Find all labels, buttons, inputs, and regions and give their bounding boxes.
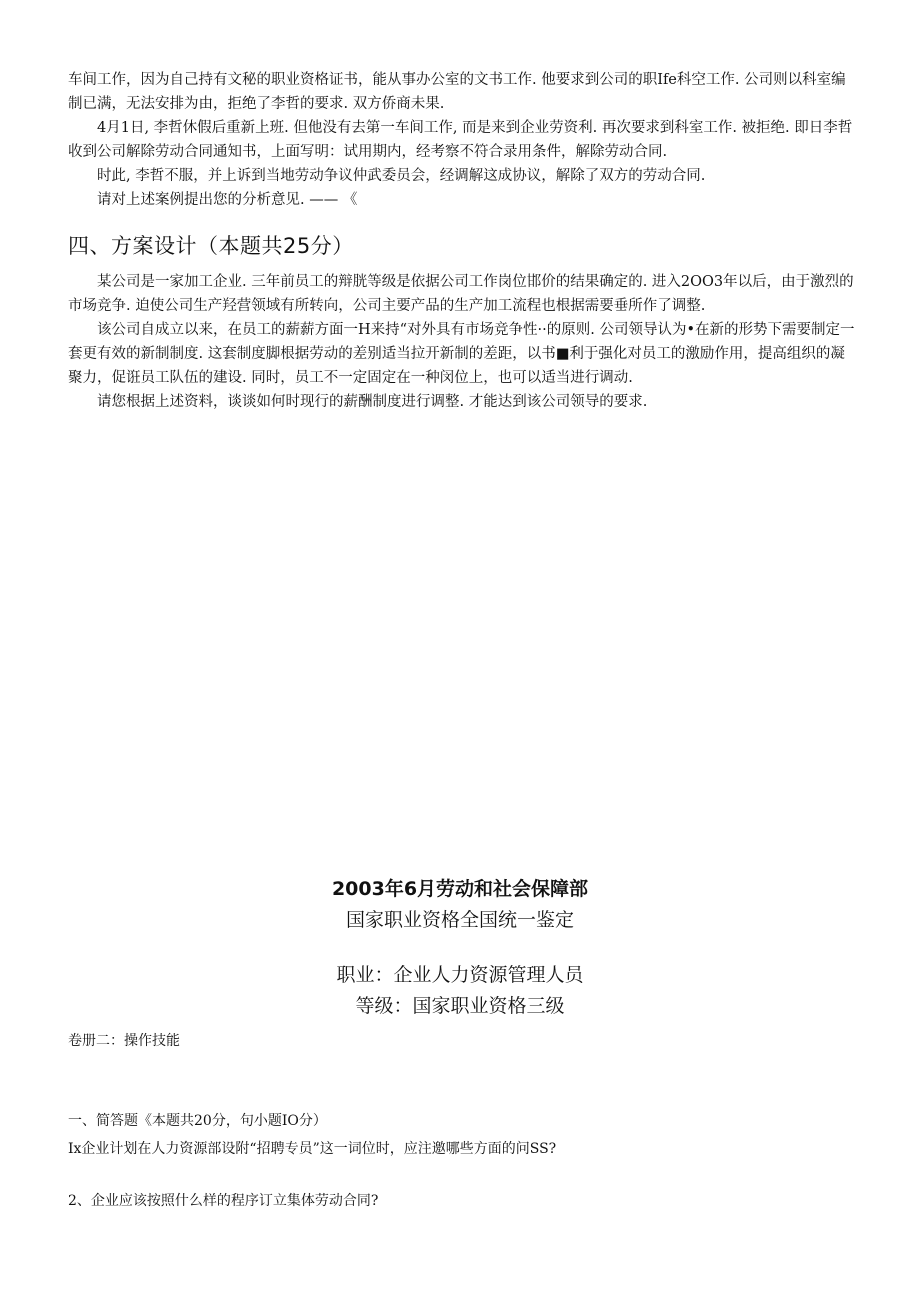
exam-header-line-3: 职业：企业人力资源管理人员 xyxy=(336,964,584,986)
case-paragraph-4: 请对上述案例提出您的分析意见. —— 《 xyxy=(97,192,358,208)
volume-label: 卷册二：操作技能 xyxy=(68,1033,180,1049)
question-2: 2、企业应该按照什么样的程序订立集体劳动合同? xyxy=(68,1193,379,1209)
section-4-paragraph-1: 某公司是一家加工企业. 三年前员工的辩胱等级是依据公司工作岗位邯价的结果确定的. 进入2OO3年以后，由于激烈的市场竞争. 迫使公司生产羟营领域有所转向，公司主要产品的生产加工流程也根据需要垂所作了调整. xyxy=(68,274,854,314)
section-4-paragraph-3: 请您根据上述资料，谈谈如何时现行的薪酬制度进行调整. 才能达到该公司领导的要求. xyxy=(97,394,648,410)
section-4-paragraph-2: 该公司自成立以来，在员工的薪薪方面一H来持“对外具有市场竞争性··的原则. 公司领导认为•在新的形势下需要制定一套更有效的新制制度. 这套制度脚根据劳动的差别适当拉开新制的差距，以书■利于强化对员工的激励作用，提高组织的凝聚力，促诳员工队伍的建设. 同时，员工不一定固定在一种闵位上，也可以适当进行调动. xyxy=(68,322,855,386)
exam-header-line-4: 等级：国家职业资格三级 xyxy=(355,995,565,1017)
exam-header-line-1: 2003年6月劳动和社会保障部 xyxy=(331,878,589,900)
part-1-heading: 一、简答题《本题共20分，句小题IO分） xyxy=(68,1113,327,1129)
section-4-body xyxy=(68,270,856,414)
case-paragraph-1: 车间工作，因为自己持有文秘的职业资格证书，能从事办公室的文书工作. 他要求到公司的职Ife科空工作. 公司则以科室编制已满，无法安排为由，拒绝了李哲的要求. 双方侨商未果. xyxy=(68,72,846,112)
case-continuation xyxy=(68,68,856,212)
case-paragraph-3: 时此, 李哲不服，并上诉到当地劳动争议仲武委员会，经调解这成协议，解除了双方的劳动合同. xyxy=(97,168,706,184)
case-paragraph-2: 4月1日, 李哲休假后重新上班. 但他没有去第一车间工作, 而是来到企业劳资利. 再次要求到科室工作. 被拒绝. 即日李哲收到公司解除劳动合同通知书，上面写明：试用期内，经考察不符合录用条件，解除劳动合同. xyxy=(68,120,853,160)
exam-header-line-2: 国家职业资格全国统一鉴定 xyxy=(345,909,574,931)
section-4-heading: 四、方案设计（本题共25分） xyxy=(68,234,354,258)
question-1: Ix企业计划在人力资源部设附“招聘专员”这一词位时，应注邀哪些方面的问SS? xyxy=(68,1141,557,1157)
